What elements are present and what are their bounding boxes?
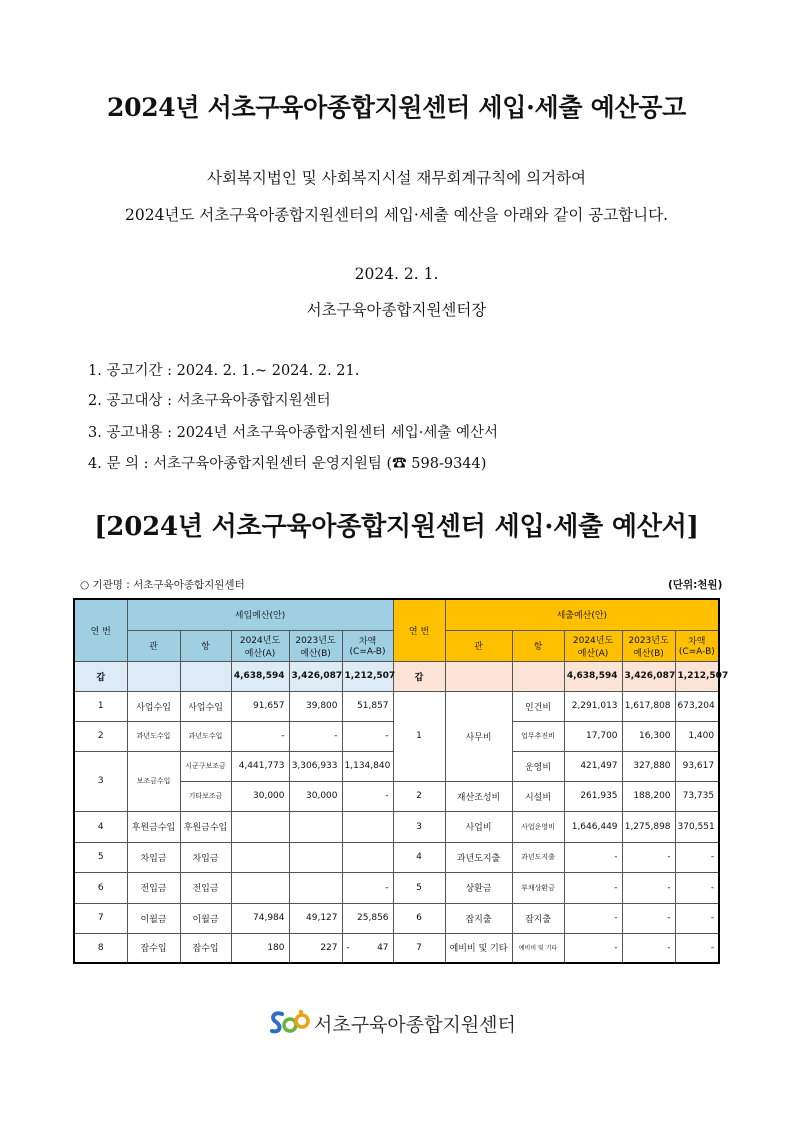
- exp-2024: 2,291,013: [564, 691, 622, 721]
- rev-2023: 30,000: [289, 781, 342, 811]
- exp-no: 1: [393, 691, 445, 781]
- exp-total-2023: 3,426,087: [622, 661, 675, 691]
- exp-total-2024: 4,638,594: [564, 661, 622, 691]
- rev-2024: 91,657: [231, 691, 289, 721]
- rev-2023: 49,127: [289, 903, 342, 933]
- exp-no: 6: [393, 903, 445, 933]
- exp-diff: 1,400: [675, 721, 719, 751]
- exp-diff: -: [675, 872, 719, 903]
- exp-gwan: 사무비: [445, 691, 512, 781]
- exp-2024: -: [564, 842, 622, 872]
- header-no-rev: 연 번: [74, 599, 127, 661]
- exp-2023: -: [622, 933, 675, 963]
- total-label: 갑: [74, 661, 127, 691]
- exp-2023: 16,300: [622, 721, 675, 751]
- rev-hang: 전입금: [180, 872, 231, 903]
- negative-sign: -: [346, 942, 350, 953]
- rev-2024: [231, 872, 289, 903]
- header-2023: 2023년도 예산(B): [289, 630, 342, 661]
- budget-document-title: [2024년 서초구육아종합지원센터 세입·세출 예산서]: [94, 512, 699, 542]
- rev-diff: 25,856: [342, 903, 393, 933]
- exp-diff: 370,551: [675, 811, 719, 842]
- header-gwan: 관: [127, 630, 180, 661]
- exp-diff: -: [675, 903, 719, 933]
- exp-no: 4: [393, 842, 445, 872]
- rev-gwan: 보조금수입: [127, 751, 180, 811]
- rev-gwan: 이월금: [127, 903, 180, 933]
- rev-2024: 30,000: [231, 781, 289, 811]
- header-expense: 세출예산(안): [445, 599, 719, 630]
- rev-2023: [289, 842, 342, 872]
- exp-gwan: 사업비: [445, 811, 512, 842]
- rev-2023: [289, 872, 342, 903]
- exp-hang: 업무추진비: [512, 721, 564, 751]
- exp-2023: 1,617,808: [622, 691, 675, 721]
- rev-2023: 3,306,933: [289, 751, 342, 781]
- rev-2024: 180: [231, 933, 289, 963]
- header-hang: 항: [512, 630, 564, 661]
- rev-no: 8: [74, 933, 127, 963]
- signer: 서초구육아종합지원센터장: [306, 301, 487, 319]
- table-row: [74, 933, 719, 963]
- page-title: 2024년 서초구육아종합지원센터 세입·세출 예산공고: [107, 93, 686, 122]
- exp-hang: 과년도지출: [512, 842, 564, 872]
- exp-gwan: 예비비 및 기타: [445, 933, 512, 963]
- header-2024: 2024년도 예산(A): [564, 630, 622, 661]
- rev-2024: [231, 842, 289, 872]
- exp-2024: -: [564, 933, 622, 963]
- header-diff: 차액 (C=A-B): [675, 630, 719, 661]
- table-row: [74, 811, 719, 842]
- table-row: [74, 872, 719, 903]
- exp-hang: 인건비: [512, 691, 564, 721]
- exp-2024: 421,497: [564, 751, 622, 781]
- rev-diff: 1,134,840: [342, 751, 393, 781]
- header-2023: 2023년도 예산(B): [622, 630, 675, 661]
- rev-gwan: 후원금수입: [127, 811, 180, 842]
- rev-hang: 기타보조금: [180, 781, 231, 811]
- rev-2023: -: [289, 721, 342, 751]
- exp-total-diff: 1,212,507: [675, 661, 719, 691]
- exp-2023: -: [622, 872, 675, 903]
- table-row-total: [74, 661, 719, 691]
- rev-hang: 시군구보조금: [180, 751, 231, 781]
- rev-hang: 과년도수입: [180, 721, 231, 751]
- rev-2023: 39,800: [289, 691, 342, 721]
- budget-table: [73, 598, 729, 964]
- exp-hang: 예비비 및 기타: [512, 933, 564, 963]
- rev-hang: 잡수입: [180, 933, 231, 963]
- rev-2023: [289, 811, 342, 842]
- logo-mark-icon: [268, 1008, 310, 1038]
- exp-diff: -: [675, 842, 719, 872]
- exp-2024: 261,935: [564, 781, 622, 811]
- logo-text: 서초구육아종합지원센터: [314, 1013, 516, 1036]
- rev-gwan: 잡수입: [127, 933, 180, 963]
- exp-no: 2: [393, 781, 445, 811]
- announcement-target: 2. 공고대상 : 서초구육아종합지원센터: [88, 393, 331, 409]
- rev-diff: [342, 811, 393, 842]
- intro-line-2: 2024년도 서초구육아종합지원센터의 세입·세출 예산을 아래와 같이 공고합니다.: [124, 206, 669, 224]
- rev-diff: -: [342, 872, 393, 903]
- rev-2024: 74,984: [231, 903, 289, 933]
- header-gwan: 관: [445, 630, 512, 661]
- rev-gwan: 차입금: [127, 842, 180, 872]
- header-2024: 2024년도 예산(A): [231, 630, 289, 661]
- rev-2023: 227: [289, 933, 342, 963]
- exp-2023: 1,275,898: [622, 811, 675, 842]
- rev-diff: -: [342, 721, 393, 751]
- header-revenue: 세입예산(안): [127, 599, 393, 630]
- rev-gwan: 전입금: [127, 872, 180, 903]
- rev-2024: 4,441,773: [231, 751, 289, 781]
- announcement-content: 3. 공고내용 : 2024년 서초구육아종합지원센터 세입·세출 예산서: [88, 425, 499, 441]
- exp-no: 3: [393, 811, 445, 842]
- header-diff: 차액 (C=A-B): [342, 630, 393, 661]
- exp-hang: 부채상환금: [512, 872, 564, 903]
- rev-no: 4: [74, 811, 127, 842]
- total-label: 갑: [393, 661, 445, 691]
- exp-2024: 1,646,449: [564, 811, 622, 842]
- rev-2024: [231, 811, 289, 842]
- exp-hang: 시설비: [512, 781, 564, 811]
- exp-diff: 673,204: [675, 691, 719, 721]
- rev-2024: -: [231, 721, 289, 751]
- exp-2024: -: [564, 872, 622, 903]
- announcement-contact: 4. 문 의 : 서초구육아종합지원센터 운영지원팀 (☎ 598-9344): [88, 456, 487, 472]
- rev-no: 3: [74, 751, 127, 811]
- exp-gwan: 상환금: [445, 872, 512, 903]
- rev-no: 6: [74, 872, 127, 903]
- exp-2024: 17,700: [564, 721, 622, 751]
- table-row: [74, 691, 719, 721]
- rev-diff: 51,857: [342, 691, 393, 721]
- organization-logo: [268, 1006, 516, 1040]
- rev-hang: 차입금: [180, 842, 231, 872]
- exp-diff: -: [675, 933, 719, 963]
- exp-hang: 잡지출: [512, 903, 564, 933]
- rev-diff: - 47: [342, 933, 393, 963]
- exp-2023: -: [622, 903, 675, 933]
- rev-hang: 이월금: [180, 903, 231, 933]
- header-hang: 항: [180, 630, 231, 661]
- rev-no: 7: [74, 903, 127, 933]
- rev-hang: 후원금수입: [180, 811, 231, 842]
- header-no-exp: 연 번: [393, 599, 445, 661]
- exp-2024: -: [564, 903, 622, 933]
- exp-diff: 73,735: [675, 781, 719, 811]
- announcement-period: 1. 공고기간 : 2024. 2. 1.~ 2024. 2. 21.: [88, 363, 360, 379]
- exp-2023: 188,200: [622, 781, 675, 811]
- table-row: [74, 842, 719, 872]
- exp-hang: 사업운영비: [512, 811, 564, 842]
- exp-2023: 327,880: [622, 751, 675, 781]
- exp-diff: 93,617: [675, 751, 719, 781]
- rev-total-2024: 4,638,594: [231, 661, 289, 691]
- rev-diff: -: [342, 781, 393, 811]
- rev-diff: [342, 842, 393, 872]
- rev-gwan: 과년도수입: [127, 721, 180, 751]
- rev-total-diff: 1,212,507: [342, 661, 393, 691]
- rev-hang: 사업수입: [180, 691, 231, 721]
- unit-label: (단위:천원): [668, 579, 723, 591]
- rev-no: 1: [74, 691, 127, 721]
- exp-hang: 운영비: [512, 751, 564, 781]
- exp-no: 5: [393, 872, 445, 903]
- exp-no: 7: [393, 933, 445, 963]
- intro-line-1: 사회복지법인 및 사회복지시설 재무회계규칙에 의거하여: [206, 169, 587, 187]
- rev-total-2023: 3,426,087: [289, 661, 342, 691]
- announcement-date: 2024. 2. 1.: [354, 265, 439, 283]
- table-row: [74, 903, 719, 933]
- exp-gwan: 재산조성비: [445, 781, 512, 811]
- rev-no: 5: [74, 842, 127, 872]
- exp-gwan: 과년도지출: [445, 842, 512, 872]
- exp-2023: -: [622, 842, 675, 872]
- rev-no: 2: [74, 721, 127, 751]
- org-name: ○ 기관명 : 서초구육아종합지원센터: [80, 579, 245, 591]
- rev-gwan: 사업수입: [127, 691, 180, 721]
- exp-gwan: 잡지출: [445, 903, 512, 933]
